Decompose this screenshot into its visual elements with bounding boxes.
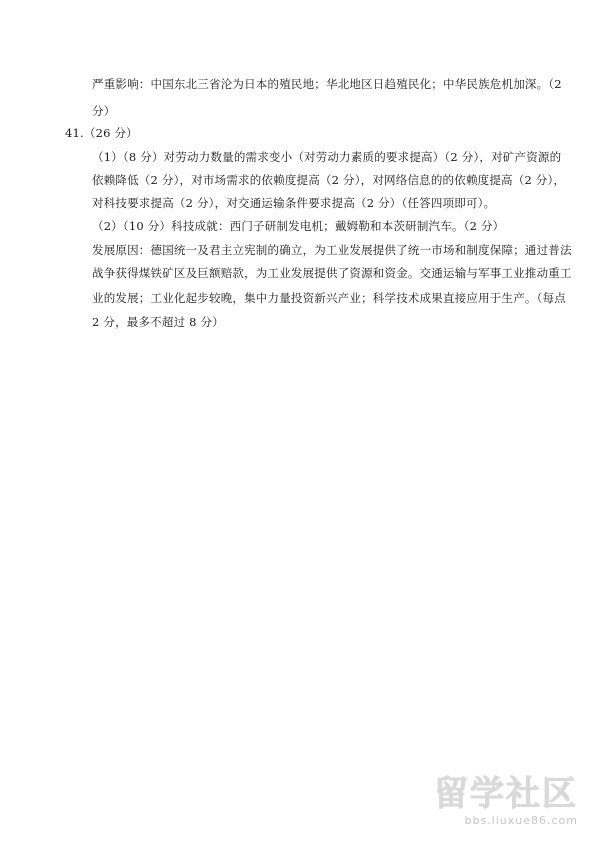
text-line: 业的发展；工业化起步较晚，集中力量投资新兴产业；科学技术成果直接应用于生产。（每点 (92, 291, 566, 305)
question-number: 41.（26 分） (65, 126, 138, 140)
text-line: 对科技要求提高（2 分），对交通运输条件要求提高（2 分）（任答四项即可）。 (92, 196, 496, 210)
text-line: 2 分，最多不超过 8 分） (92, 315, 224, 329)
watermark-title: 留学社区 (434, 774, 578, 814)
text-line: 发展原因：德国统一及君主立宪制的确立，为工业发展提供了统一市场和制度保障；通过普法 (92, 243, 572, 257)
text-line: 分） (92, 104, 116, 118)
text-line: （2）（10 分）科技成就：西门子研制发电机；戴姆勒和本茨研制汽车。（2 分） (92, 219, 505, 233)
text-line: （1）（8 分）对劳动力数量的需求变小（对劳动力素质的要求提高）（2 分），对矿产资源的 (92, 150, 562, 164)
text-line: 战争获得煤铁矿区及巨额赔款，为工业发展提供了资源和资金。交通运输与军事工业推动重工 (92, 266, 572, 280)
site-watermark (428, 774, 578, 838)
watermark-url: bbs.liuxue86.com (464, 814, 578, 827)
text-line: 依赖降低（2 分），对市场需求的依赖度提高（2 分），对网络信息的的依赖度提高（2 分）， (92, 173, 566, 187)
text-line: 严重影响：中国东北三省沦为日本的殖民地；华北地区日趋殖民化；中华民族危机加深。（2 (92, 77, 562, 91)
